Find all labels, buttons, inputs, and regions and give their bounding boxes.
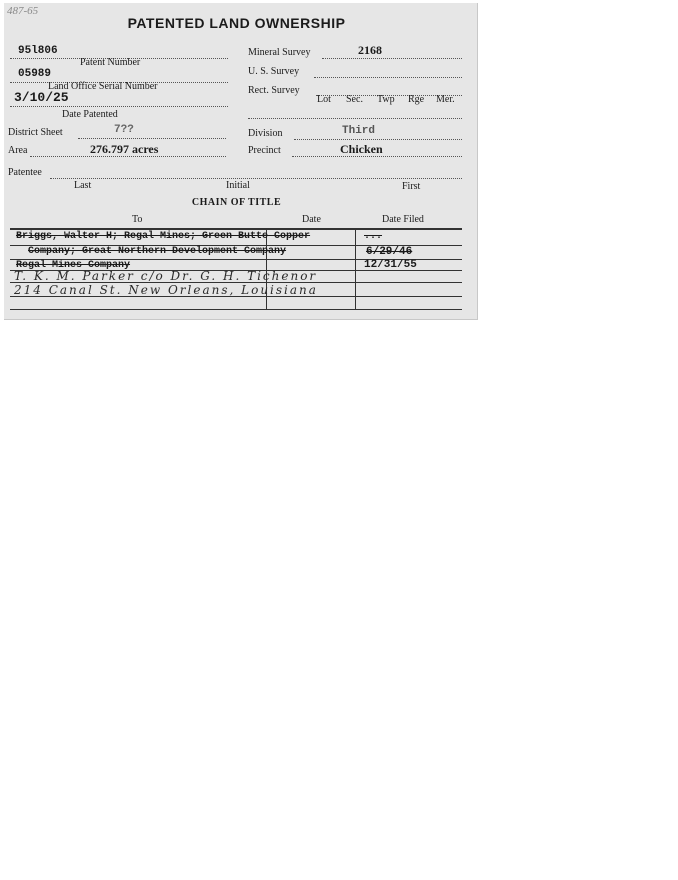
rect-col-mer: Mer. bbox=[436, 94, 455, 105]
col-header-filed: Date Filed bbox=[382, 214, 424, 225]
district-sheet-label: District Sheet bbox=[8, 127, 63, 138]
table-row: Company; Great Northern Development Company bbox=[28, 246, 287, 257]
area-label: Area bbox=[8, 145, 28, 156]
rect-col-lot: Lot bbox=[317, 94, 331, 105]
dotted-line bbox=[50, 178, 462, 179]
district-sheet-value: 7?? bbox=[114, 124, 134, 136]
mineral-survey-value: 2168 bbox=[358, 43, 382, 57]
table-rule bbox=[10, 228, 462, 230]
patentee-initial-label: Initial bbox=[226, 180, 250, 191]
date-patented-value: 3/10/25 bbox=[14, 90, 69, 105]
patent-number-value: 95l806 bbox=[18, 45, 58, 57]
serial-number-value: 05989 bbox=[18, 68, 52, 80]
corner-note: 487-65 bbox=[7, 5, 39, 17]
date-filed-cell: ... bbox=[364, 231, 383, 242]
dotted-line bbox=[322, 58, 462, 59]
date-filed-cell: 6/29/46 bbox=[366, 246, 413, 258]
precinct-label: Precinct bbox=[248, 145, 281, 156]
dotted-line bbox=[294, 139, 462, 140]
patentee-label: Patentee bbox=[8, 167, 42, 178]
table-row: T. K. M. Parker c/o Dr. G. H. Tichenor bbox=[14, 269, 318, 283]
col-header-date: Date bbox=[302, 214, 321, 225]
table-row: Briggs, Walter H; Regal Mines; Green Butte Copper bbox=[16, 231, 311, 242]
precinct-value: Chicken bbox=[340, 142, 383, 156]
rect-col-rge: Rge bbox=[408, 94, 425, 105]
patentee-last-label: Last bbox=[74, 180, 92, 191]
serial-number-label: Land Office Serial Number bbox=[48, 81, 158, 92]
dotted-line bbox=[314, 77, 462, 78]
us-survey-label: U. S. Survey bbox=[248, 66, 300, 77]
dotted-line bbox=[10, 106, 228, 107]
dotted-line bbox=[248, 118, 462, 119]
date-filed-cell: 12/31/55 bbox=[364, 259, 417, 271]
ownership-card bbox=[4, 3, 478, 320]
table-divider bbox=[355, 228, 356, 309]
date-patented-label: Date Patented bbox=[62, 109, 118, 120]
patentee-first-label: First bbox=[402, 181, 421, 192]
table-row: 214 Canal St. New Orleans, Louisiana bbox=[14, 283, 318, 297]
rect-survey-label: Rect. Survey bbox=[248, 85, 300, 96]
division-label: Division bbox=[248, 128, 283, 139]
card-title: PATENTED LAND OWNERSHIP bbox=[127, 15, 346, 31]
patent-number-label: Patent Number bbox=[80, 57, 141, 68]
col-header-to: To bbox=[132, 214, 143, 225]
dotted-line bbox=[78, 138, 226, 139]
rect-col-sec: Sec. bbox=[346, 94, 363, 105]
table-rule bbox=[10, 309, 462, 310]
rect-col-twp: Twp bbox=[377, 94, 395, 105]
table-row: Regal Mines Company bbox=[16, 260, 131, 271]
division-value: Third bbox=[342, 125, 376, 137]
mineral-survey-label: Mineral Survey bbox=[248, 47, 311, 58]
area-value: 276.797 acres bbox=[90, 142, 159, 156]
chain-heading: CHAIN OF TITLE bbox=[191, 197, 282, 208]
